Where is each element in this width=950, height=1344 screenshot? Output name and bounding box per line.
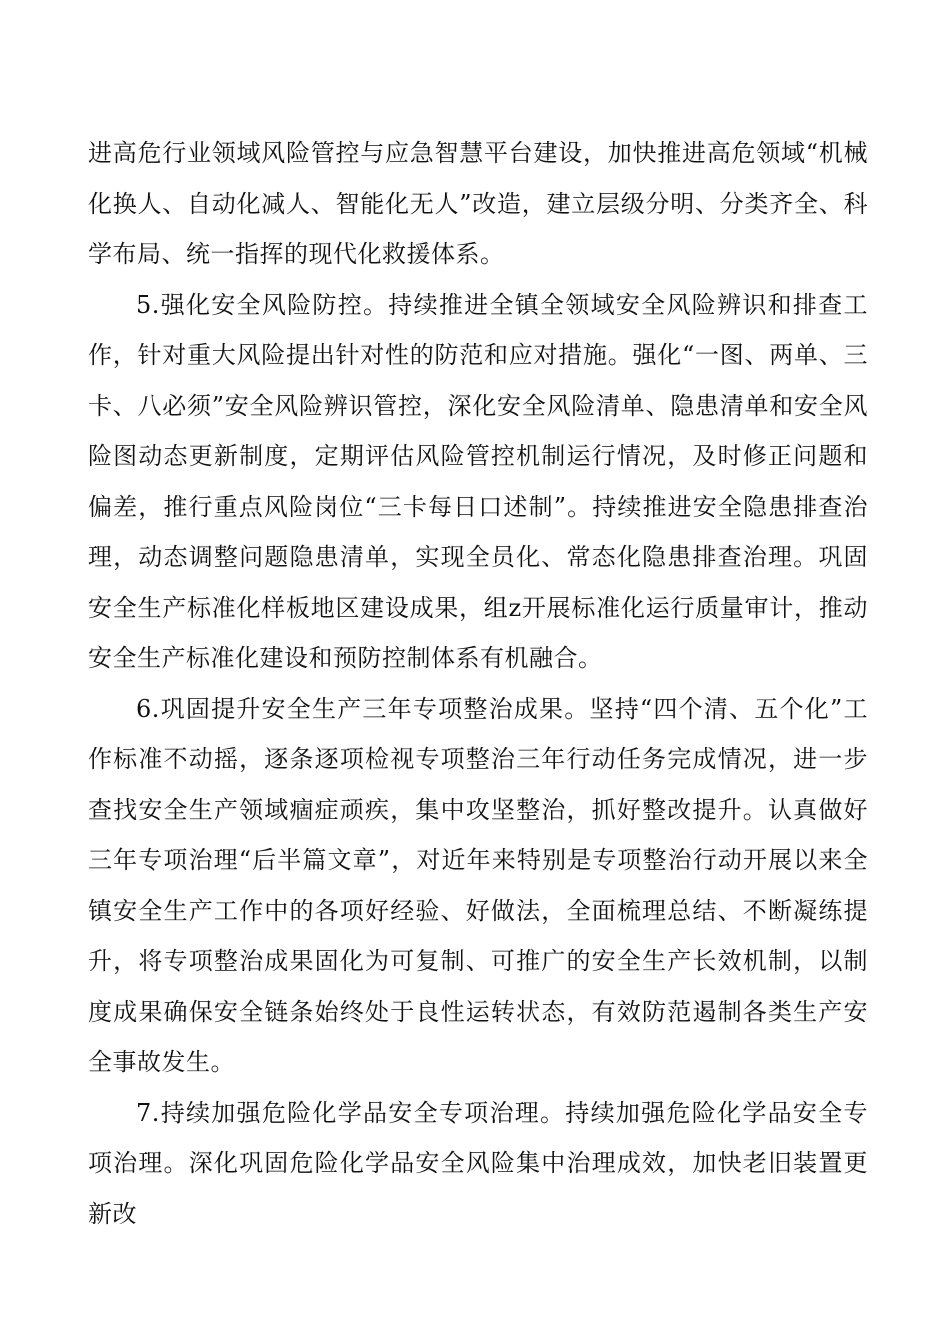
paragraph-continuation: 进高危行业领域风险管控与应急智慧平台建设，加快推进高危领域“机械化换人、自动化减人、智能化无人”改造，建立层级分明、分类齐全、科学布局、统一指挥的现代化救援体系。 [88, 139, 868, 268]
paragraph-item-6: 6.巩固提升安全生产三年专项整治成果。坚持“四个清、五个化”工作标准不动摇，逐条逐项检视专项整治三年行动任务完成情况，进一步查找安全生产领域痼症顽疾，集中攻坚整治，抓好整改提升。认真做好三年专项治理“后半篇文章”，对近年来特别是专项整治行动开展以来全镇安全生产工作中的各项好经验、好做法，全面梳理总结、不断凝练提升，将专项整治成果固化为可复制、可推广的安全生产长效机制，以制度成果确保安全链条始终处于良性运转状态，有效防范遏制各类生产安全事故发生。 [88, 694, 868, 1076]
paragraph-item-7: 7.持续加强危险化学品安全专项治理。持续加强危险化学品安全专项治理。深化巩固危险化学品安全风险集中治理成效，加快老旧装置更新改 [88, 1098, 868, 1228]
document-page [88, 128, 868, 1239]
paragraph-item-5: 5.强化安全风险防控。持续推进全镇全领域安全风险辨识和排查工作，针对重大风险提出针对性的防范和应对措施。强化“一图、两单、三卡、八必须”安全风险辨识管控，深化安全风险清单、隐患清单和安全风险图动态更新制度，定期评估风险管控机制运行情况，及时修正问题和偏差，推行重点风险岗位“三卡每日口述制”。持续推进安全隐患排查治理，动态调整问题隐患清单，实现全员化、常态化隐患排查治理。巩固安全生产标准化样板地区建设成果，组z开展标准化运行质量审计，推动安全生产标准化建设和预防控制体系有机融合。 [88, 290, 868, 672]
